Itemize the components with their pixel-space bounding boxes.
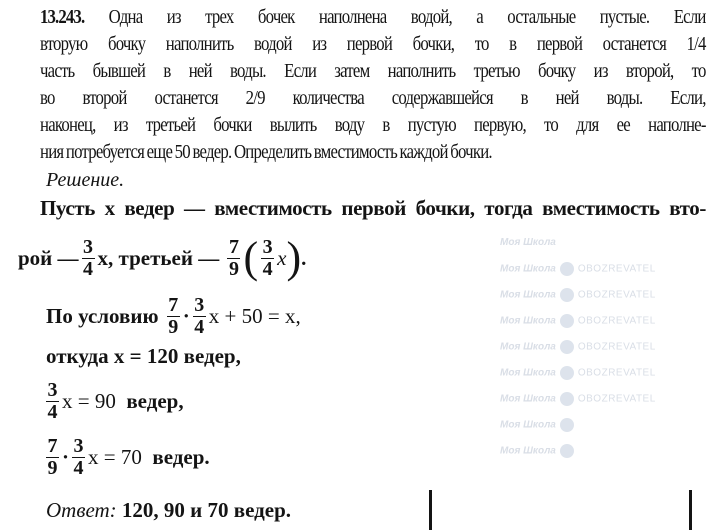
problem-line: во второй останется 2/9 количества содержавшейся в ней воды. Если, <box>40 88 706 109</box>
answer-value: 120, 90 и 70 ведер. <box>121 498 292 522</box>
problem-line: 13.243. Одна из трех бочек наполнена водой, а остальные пустые. Если <box>40 7 706 28</box>
equation-second: $\frac{3}{4}$ x = 90 ведер, <box>47 379 184 423</box>
watermark: Моя Школа OBOZREVATEL <box>500 367 656 379</box>
equation-third: $\frac{7}{9}$ · $\frac{3}{4}$ x = 70 ведер. <box>47 435 210 479</box>
watermark: Моя Школа OBOZREVATEL <box>500 393 656 405</box>
watermark: Моя Школа <box>500 444 578 459</box>
answer-label: Ответ: <box>46 498 117 522</box>
watermark: Моя Школа <box>500 418 578 433</box>
margin-bar <box>429 490 432 530</box>
watermark: Моя Школа OBOZREVATEL <box>500 289 656 301</box>
answer <box>46 498 291 523</box>
solution-line: Пусть x ведер — вместимость первой бочки, тогда вместимость вто- <box>40 196 706 220</box>
equation-condition: По условию $\frac{7}{9}$ · $\frac{3}{4}$ x + 50 = x, <box>46 294 301 338</box>
solution-whence: откуда x = 120 ведер, <box>46 344 241 368</box>
watermark: Моя Школа OBOZREVATEL <box>500 341 656 353</box>
problem-line: часть бывшей в ней воды. Если затем наполнить третью бочку из второй, то <box>40 61 706 82</box>
watermark: Моя Школа OBOZREVATEL <box>500 315 656 327</box>
watermark: Моя Школа <box>500 237 556 248</box>
margin-bar <box>689 490 692 530</box>
problem-number: 13.243. <box>40 7 85 28</box>
watermark: Моя Школа OBOZREVATEL <box>500 263 656 275</box>
problem-line: наконец, из третьей бочки вылить воду в пустую первую, то для ее наполне- <box>40 115 706 136</box>
problem-line: вторую бочку наполнить водой из первой бочки, то в первой останется 1/4 <box>40 34 706 55</box>
solution-heading: Решение. <box>46 169 125 191</box>
problem-line: ния потребуется еще 50 ведер. Определить вместимость каждой бочки. <box>40 142 492 163</box>
solution-line-2: рой — $\frac{3}{4}$ x, третьей — $\frac{7}{9}$ ( $\frac{3}{4}$ x ) . <box>18 233 307 282</box>
